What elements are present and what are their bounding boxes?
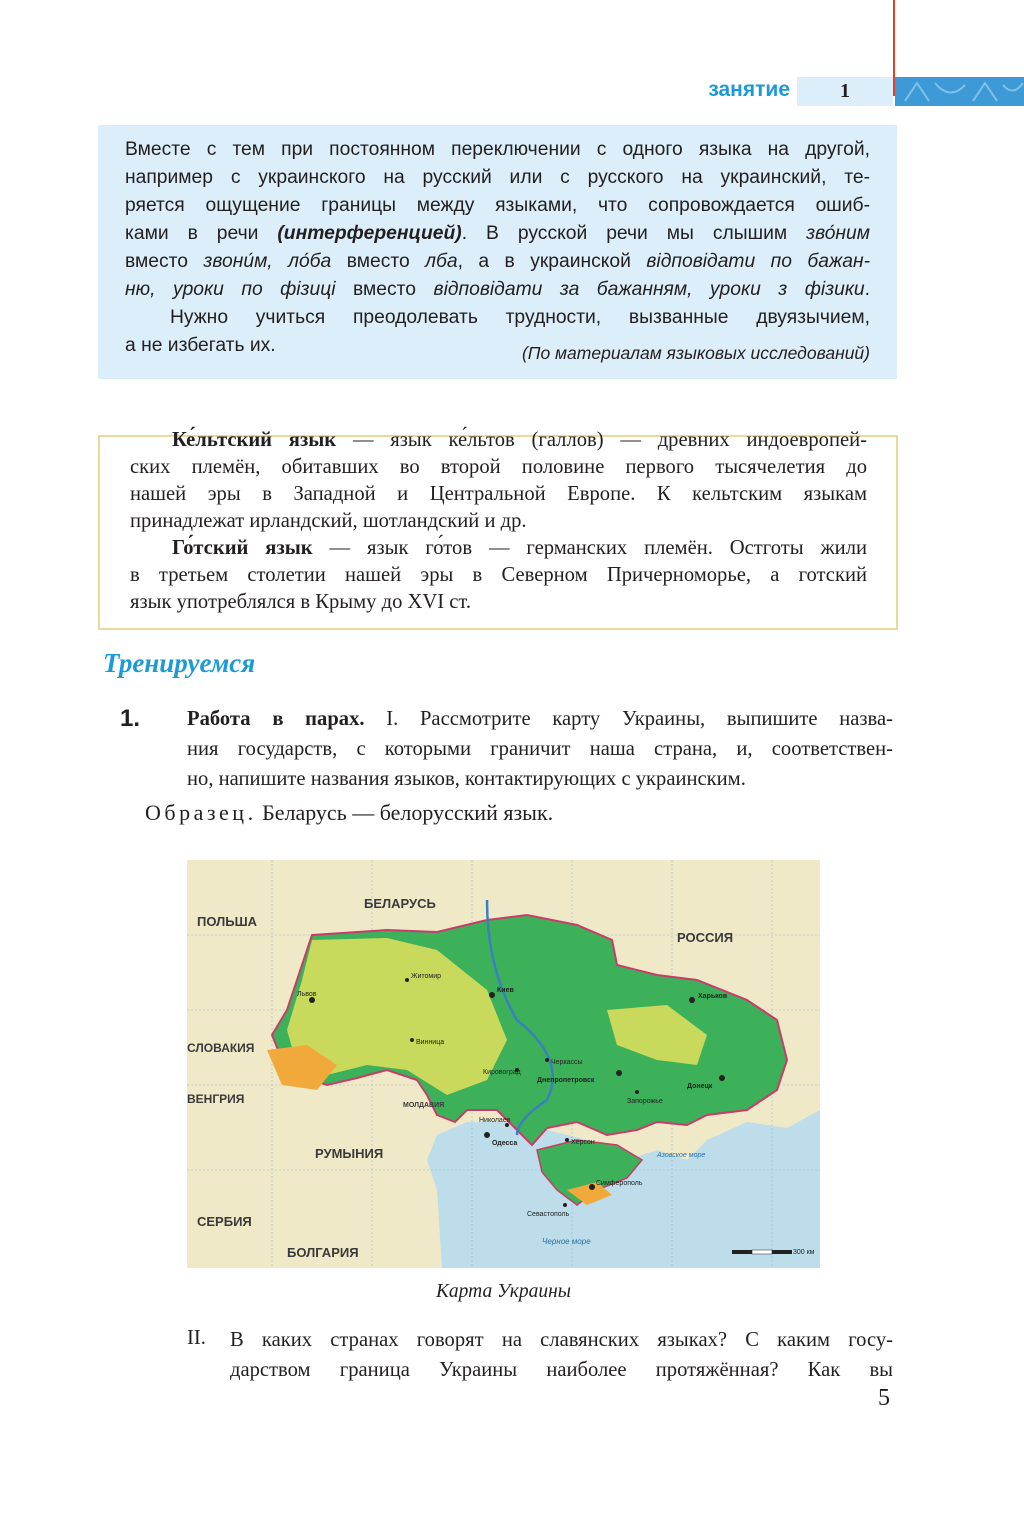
label-hungary: ВЕНГРИЯ: [187, 1092, 245, 1106]
info-line-1: Вместе с тем при постоянном переключении с одного языка на другой,: [125, 139, 870, 160]
label-russia: РОССИЯ: [677, 930, 734, 945]
ukraine-map: [187, 860, 820, 1268]
svg-text:Одесса: Одесса: [492, 1140, 518, 1147]
label-slovakia: СЛОВАКИЯ: [187, 1041, 255, 1055]
info-line-8: а не избегать их.: [125, 335, 276, 356]
svg-text:Черкассы: Черкассы: [551, 1059, 583, 1066]
celtic-line-4: принадлежат ирландский, шотландский и др.: [130, 510, 527, 532]
header-ribbon-decoration: [895, 77, 1024, 106]
label-black-sea: Черное море: [542, 1237, 591, 1246]
svg-text:Николаев: Николаев: [479, 1117, 511, 1124]
task2-roman: II.: [187, 1327, 206, 1349]
info-line-3: ряется ощущение границы между языками, что сопровождается ошиб-: [125, 195, 870, 216]
page-number: 5: [878, 1385, 890, 1411]
label-moldova: МОЛДАВИЯ: [403, 1102, 445, 1109]
svg-text:Донецк: Донецк: [687, 1083, 713, 1090]
lesson-number: 1: [797, 77, 893, 106]
label-azov-sea: Азовское море: [657, 1152, 706, 1159]
svg-text:Житомир: Житомир: [411, 973, 442, 980]
svg-text:Киев: Киев: [497, 987, 514, 994]
gothic-line-3: язык употреблялся в Крыму до XVI ст.: [130, 591, 472, 613]
svg-text:Запорожье: Запорожье: [627, 1098, 663, 1105]
gothic-line-2: в третьем столетии нашей эры в Северном Причерноморье, а готский: [130, 564, 867, 586]
task1-line-1: Работа в парах. I. Рассмотрите карту Украины, выпишите назва-: [187, 708, 894, 730]
label-poland: ПОЛЬША: [197, 914, 258, 929]
task2-line-1: В каких странах говорят на славянских языках? С каким госу-: [230, 1329, 893, 1351]
svg-text:Львов: Львов: [297, 991, 317, 998]
info-line-5: вместо звони́м, ло́ба вместо лба, а в украинской відповідати по бажан-: [125, 251, 870, 272]
svg-text:Винница: Винница: [416, 1039, 445, 1046]
map-scale-bar: [732, 1249, 815, 1256]
task1-line-2: ния государств, с которыми граничит наша страна, и, соответствен-: [187, 738, 893, 760]
label-serbia: СЕРБИЯ: [197, 1214, 252, 1229]
label-belarus: БЕЛАРУСЬ: [364, 896, 436, 911]
celtic-term: Ке́льтский язык: [172, 429, 337, 451]
task2-line-2: дарством граница Украины наиболее протяжённая? Как вы: [230, 1359, 893, 1381]
svg-text:Симферополь: Симферополь: [596, 1180, 643, 1187]
info-line-6: ню, уроки по фізиці вместо відповідати за бажанням, уроки з фізики.: [125, 279, 871, 300]
info-source: (По материалам языковых исследований): [521, 343, 870, 363]
svg-text:Харьков: Харьков: [698, 993, 728, 1000]
section-title: Тренируемся: [103, 648, 256, 678]
celtic-line-1: Ке́льтский язык — язык ке́льтов (галлов) — древних индоевропей-: [172, 429, 868, 451]
svg-text:Днепропетровск: Днепропетровск: [537, 1077, 595, 1084]
label-romania: РУМЫНИЯ: [315, 1146, 384, 1161]
svg-text:Херсон: Херсон: [571, 1139, 595, 1146]
celtic-line-3: нашей эры в Западной и Центральной Европе. К кельтским языкам: [130, 483, 867, 505]
svg-text:300 км: 300 км: [793, 1249, 815, 1256]
label-bulgaria: БОЛГАРИЯ: [287, 1245, 359, 1260]
info-line-2: например с украинского на русский или с русского на украинский, те-: [125, 167, 870, 188]
svg-text:Севастополь: Севастополь: [527, 1211, 570, 1218]
sample-line: Образец. Беларусь — белорусский язык.: [145, 800, 554, 825]
lesson-label: занятие: [708, 78, 790, 101]
gothic-term: Го́тский язык: [172, 537, 313, 559]
gothic-line-1: Го́тский язык — язык го́тов — германских племён. Остготы жили: [172, 537, 868, 559]
map-caption: Карта Украины: [435, 1281, 572, 1302]
celtic-line-2: ских племён, обитавших во второй половине первого тысячелетия до: [130, 456, 867, 478]
task-number: 1.: [120, 705, 141, 732]
task1-line-3: но, напишите названия языков, контактирующих с украинским.: [187, 768, 746, 790]
svg-text:Кировоград: Кировоград: [483, 1069, 521, 1076]
info-line-4: ками в речи (интерференцией). В русской речи мы слышим зво́ним: [125, 223, 870, 244]
info-line-7: Нужно учиться преодолевать трудности, вызванные двуязычием,: [170, 307, 870, 328]
